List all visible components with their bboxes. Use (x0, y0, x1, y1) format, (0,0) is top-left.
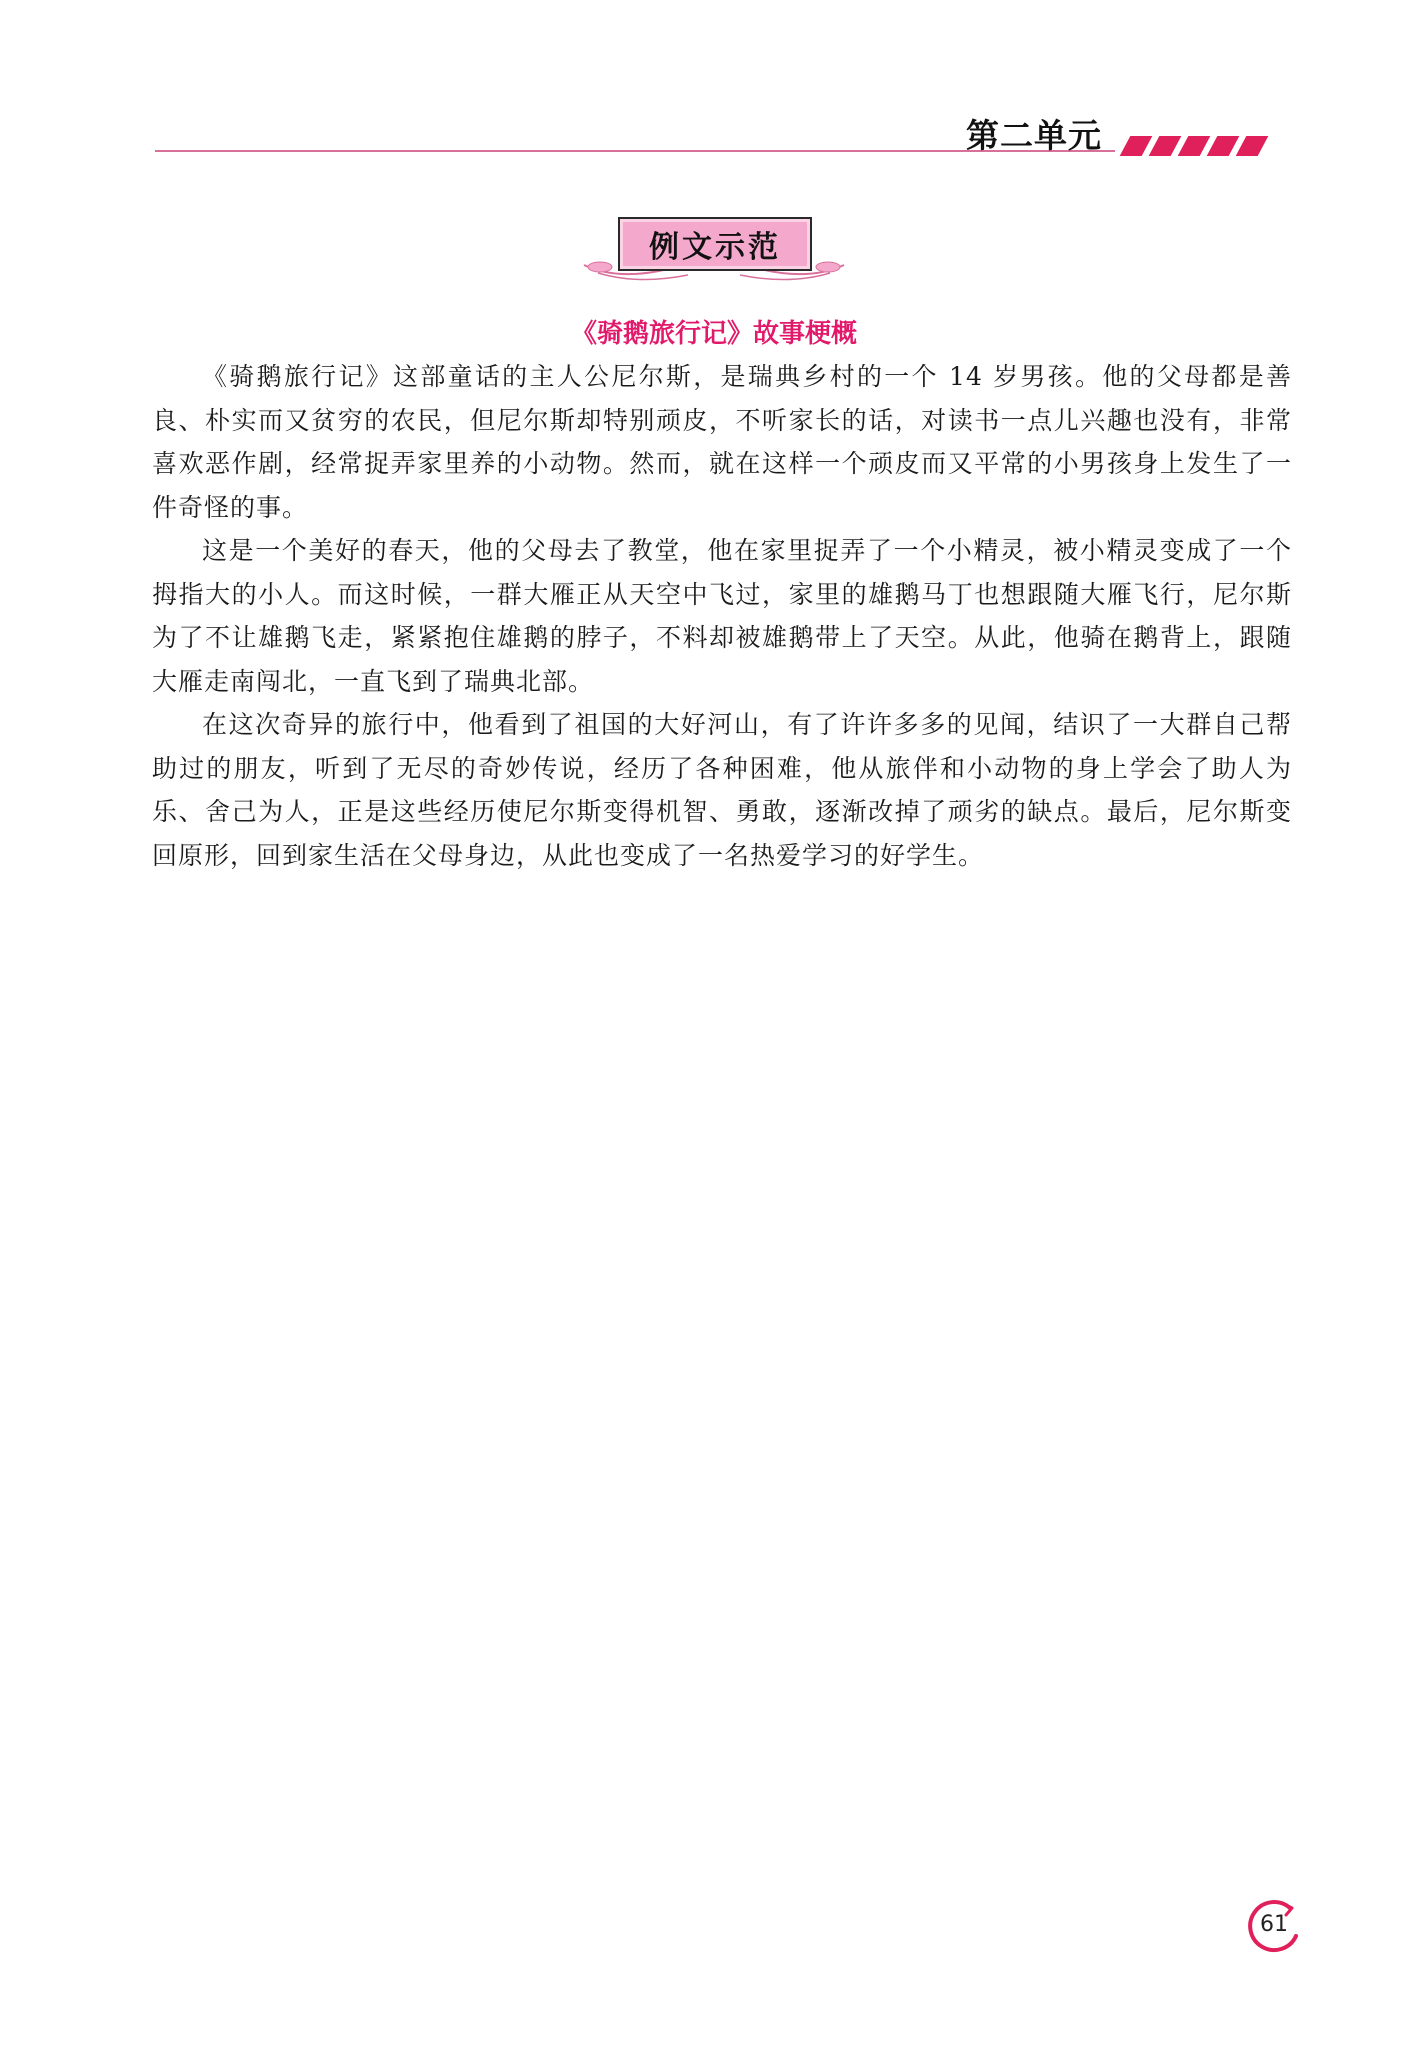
section-badge (578, 215, 850, 285)
stripe-3 (1178, 136, 1211, 156)
header-stripe-decoration (1125, 136, 1295, 156)
paragraph-2: 这是一个美好的春天，他的父母去了教堂，他在家里捉弄了一个小精灵，被小精灵变成了一个拇指大的小人。而这时候，一群大雁正从天空中飞过，家里的雄鹅马丁也想跟随大雁飞行，尼尔斯为了不让雄鹅飞走，紧紧抱住雄鹅的脖子，不料却被雄鹅带上了天空。从此，他骑在鹅背上，跟随大雁走南闯北，一直飞到了瑞典北部。 (152, 536, 1292, 696)
stripe-5 (1236, 136, 1269, 156)
stripe-2 (1149, 136, 1182, 156)
paragraph-1: 《骑鹅旅行记》这部童话的主人公尼尔斯，是瑞典乡村的一个 14 岁男孩。他的父母都是善良、朴实而又贫穷的农民，但尼尔斯却特别顽皮，不听家长的话，对读书一点儿兴趣也没有，非常喜欢恶作剧，经常捉弄家里养的小动物。然而，就在这样一个顽皮而又平常的小男孩身上发生了一件奇怪的事。 (152, 362, 1292, 522)
stripe-4 (1207, 136, 1240, 156)
page-number: 61 (1260, 1912, 1288, 1937)
badge-label: 例文示范 (649, 230, 781, 265)
page-number-badge (1244, 1898, 1304, 1958)
stripe-1 (1120, 136, 1153, 156)
article-body (152, 355, 1292, 877)
paragraph-3: 在这次奇异的旅行中，他看到了祖国的大好河山，有了许许多多的见闻，结识了一大群自己帮助过的朋友，听到了无尽的奇妙传说，经历了各种困难，他从旅伴和小动物的身上学会了助人为乐、舍己为人，正是这些经历使尼尔斯变得机智、勇敢，逐渐改掉了顽劣的缺点。最后，尼尔斯变回原形，回到家生活在父母身边，从此也变成了一名热爱学习的好学生。 (152, 710, 1292, 870)
article-title: 《骑鹅旅行记》故事梗概 (570, 319, 857, 349)
unit-title: 第二单元 (966, 116, 1102, 155)
badge-box (618, 217, 812, 271)
